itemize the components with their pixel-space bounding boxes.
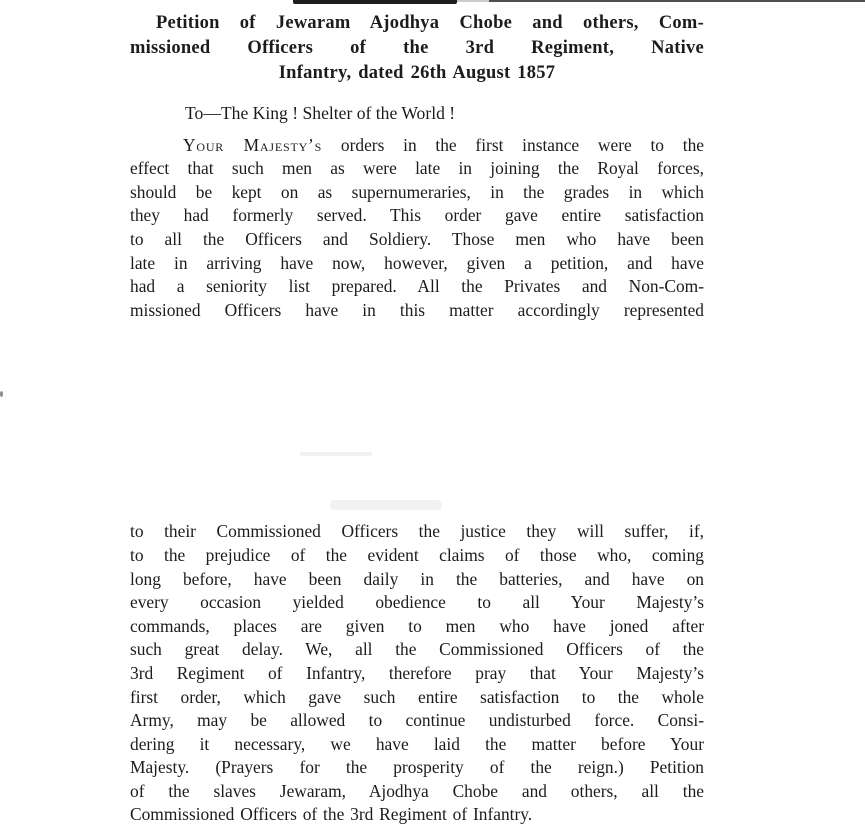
paragraph-line: Majesty. (Prayers for the prosperity of the reign.) Petition [130, 757, 704, 778]
salutation-line: To—The King ! Shelter of the World ! [185, 102, 456, 123]
heading-line: Petition of Jewaram Ajodhya Chobe and others, Com- [156, 13, 704, 33]
paragraph-line: Army, may be allowed to continue undisturbed force. Consi- [130, 710, 704, 731]
paragraph-1 [130, 134, 704, 323]
scan-artifact-left-speck [0, 391, 3, 397]
scan-artifact-top-gap [457, 0, 489, 2]
paragraph-line: to the prejudice of the evident claims of those who, coming [130, 544, 704, 565]
lead-line-rest: orders in the first instance were to the [340, 134, 704, 155]
paragraph-line: missioned Officers have in this matter accordingly represented [130, 299, 704, 320]
text-column [130, 11, 704, 827]
your-majesty-smallcaps: Your Majesty’s [183, 134, 323, 155]
paragraph-line: Commissioned Officers of the 3rd Regiment of Infantry. [130, 804, 533, 825]
paragraph-line: commands, places are given to men who have joned after [130, 615, 704, 636]
paragraph-line: had a seniority list prepared. All the Privates and Non-Com- [130, 276, 704, 297]
paragraph-line: effect that such men as were late in joining the Royal forces, [130, 158, 704, 179]
petition-heading [130, 11, 704, 87]
paragraph-line: dering it necessary, we have laid the matter before Your [130, 733, 704, 754]
scan-artifact-top-line [489, 0, 865, 2]
paragraph-line: they had formerly served. This order gave entire satisfaction [130, 205, 704, 226]
paragraph-line: to their Commissioned Officers the justice they will suffer, if, [130, 521, 704, 542]
paragraph-2 [130, 520, 704, 827]
paragraph-line: first order, which gave such entire satisfaction to the whole [130, 686, 704, 707]
heading-line: missioned Officers of the 3rd Regiment, Native [130, 38, 704, 59]
paragraph-line [130, 134, 704, 158]
paragraph-line: 3rd Regiment of Infantry, therefore pray that Your Majesty’s [130, 662, 704, 683]
heading-line: Infantry, dated 26th August 1857 [278, 63, 556, 84]
paragraph-line: long before, have been daily in the batteries, and have on [130, 568, 704, 589]
paragraph-line: of the slaves Jewaram, Ajodhya Chobe and others, all the [130, 780, 704, 801]
paragraph-line: every occasion yielded obedience to all Your Majesty’s [130, 592, 704, 613]
scan-artifact-top-bar [293, 0, 457, 4]
paragraph-line: should be kept on as supernumeraries, in the grades in which [130, 181, 704, 202]
paragraph-line: late in arriving have now, however, given a petition, and have [130, 252, 704, 273]
paragraph-line: such great delay. We, all the Commissioned Officers of the [130, 639, 704, 660]
paragraph-line: to all the Officers and Soldiery. Those men who have been [130, 228, 704, 249]
